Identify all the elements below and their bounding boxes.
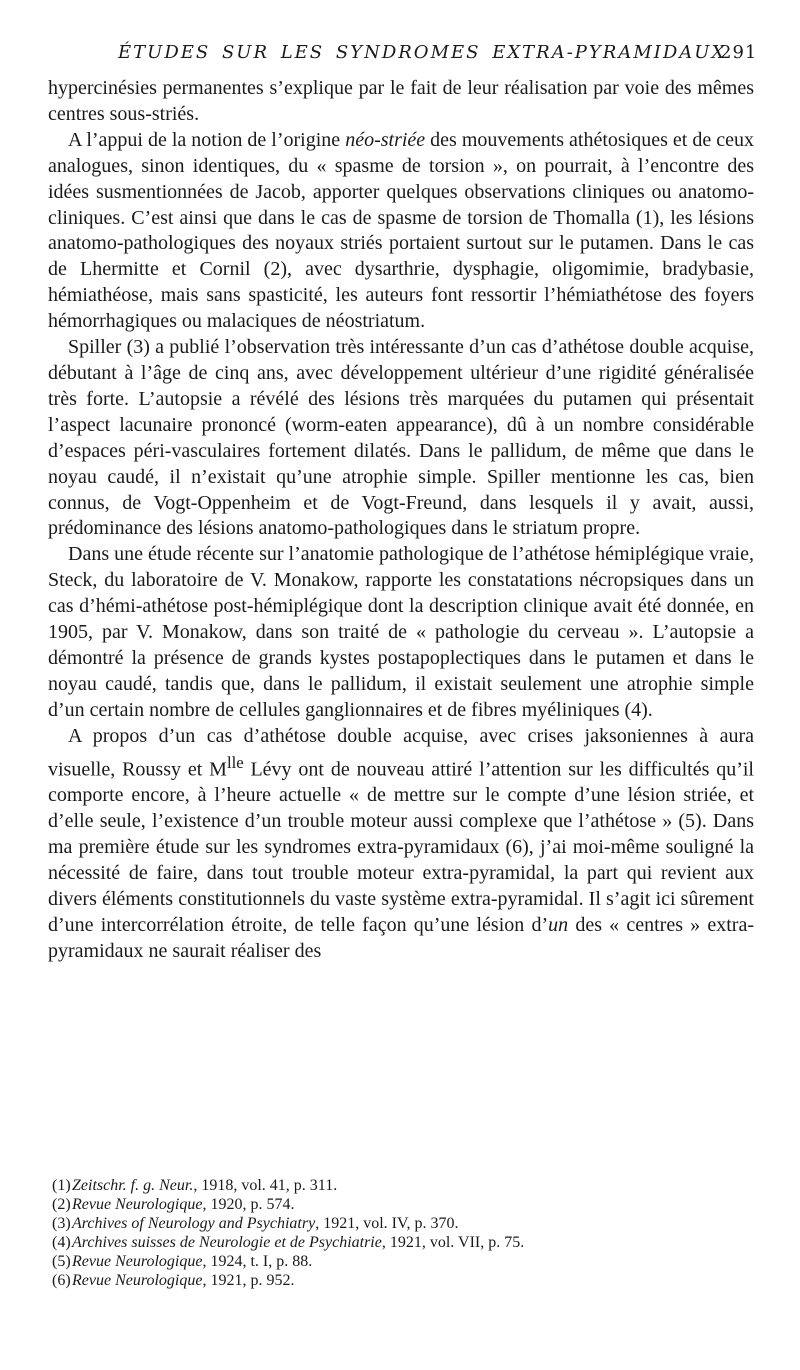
footnote-number: (4) bbox=[52, 1234, 71, 1251]
footnote bbox=[52, 1176, 752, 1195]
footnote-details: , 1924, t. I, p. 88. bbox=[202, 1253, 313, 1270]
footnote-number: (2) bbox=[52, 1196, 71, 1213]
footnote bbox=[52, 1195, 752, 1214]
footnote-details: , 1921, p. 952. bbox=[202, 1272, 295, 1289]
footnotes bbox=[52, 1176, 752, 1290]
paragraph-5-italic: un bbox=[548, 913, 569, 936]
footnote-details: , 1920, p. 574. bbox=[202, 1196, 295, 1213]
paragraph-2 bbox=[48, 128, 754, 335]
body-text bbox=[48, 76, 754, 964]
paragraph-2-start: A l’appui de la notion de l’origine bbox=[68, 128, 346, 151]
footnote-number: (3) bbox=[52, 1215, 71, 1232]
paragraph-3: Spiller (3) a publié l’observation très intéressante d’un cas d’athétose double acquise, débutant à l’âge de cinq ans, avec développement ultérieur d’une rigidité généralisée très forte. L’autopsie a révélé des lésions très marquées du putamen qui présentait l’aspect lacunaire prononcé (worm-eaten appearance), dû à un nombre considérable d’espaces péri-vasculaires fortement dilatés. Dans le pallidum, de même que dans le noyau caudé, il n’existait qu’une atrophie simple. Spiller mentionne les cas, bien connus, de Vogt-Oppenheim et de Vogt-Freund, dans lesquels il y avait, aussi, prédominance des lésions anatomo-pathologiques dans le striatum propre. bbox=[48, 336, 754, 540]
footnote-source: Archives suisses de Neurologie et de Psychiatrie bbox=[72, 1234, 382, 1251]
paragraph-5-start: A propos d’un cas d’athétose double acquise, avec crises jaksoniennes à aura visuelle, Roussy et M bbox=[48, 724, 754, 781]
footnote bbox=[52, 1252, 752, 1271]
footnote bbox=[52, 1271, 752, 1290]
paragraph-2-end: des mouvements athétosiques et de ceux analogues, sinon identiques, du « spasme de torsion », on pourrait, à l’encontre des idées susmentionnées de Jacob, apporter quelques observations cliniques ou anatomo-cliniques. C’est ainsi que dans le cas de spasme de torsion de Thomalla (1), les lésions anatomo-pathologiques des noyaux striés portaient surtout sur le putamen. Dans le cas de Lhermitte et Cornil (2), avec dysarthrie, dysphagie, oligomimie, bradybasie, hémiathéose, mais sans spasticité, les auteurs font ressortir l’hémiathétose des foyers hémorrhagiques ou malaciques de néostriatum. bbox=[48, 128, 754, 333]
page-header bbox=[0, 38, 800, 68]
footnote bbox=[52, 1233, 752, 1252]
footnote-details: , 1918, vol. 41, p. 311. bbox=[193, 1177, 338, 1194]
footnote-source: Revue Neurologique bbox=[72, 1196, 203, 1213]
paragraph-5-superscript: lle bbox=[226, 752, 244, 772]
footnote-source: Archives of Neurology and Psychiatry bbox=[72, 1215, 316, 1232]
paragraph-4: Dans une étude récente sur l’anatomie pathologique de l’athétose hémiplégique vraie, Steck, du laboratoire de V. Monakow, rapporte les constatations nécropsiques dans un cas d’hémi-athétose post-hémiplégique dont la description clinique avait été donnée, en 1905, par V. Monakow, dans son traité de « pathologie du cerveau ». L’autopsie a démontré la présence de grands kystes postapoplectiques dans le putamen et dans le noyau caudé, tandis que, dans le pallidum, il existait seulement une atrophie simple d’un certain nombre de cellules ganglionnaires et de fibres myéliniques (4). bbox=[48, 543, 754, 721]
footnote-number: (1) bbox=[52, 1177, 71, 1194]
footnote-details: , 1921, vol. IV, p. 370. bbox=[315, 1215, 459, 1232]
footnote-details: , 1921, vol. VII, p. 75. bbox=[381, 1234, 525, 1251]
paragraph-5 bbox=[48, 724, 754, 965]
paragraph-5-middle: Lévy ont de nouveau attiré l’attention sur les difficultés qu’il comporte encore, à l’heure actuelle « de mettre sur le compte d’une lésion striée, et d’elle seule, l’existence d’un trouble moteur aussi complexe que l’athétose » (5). Dans ma première étude sur les syndromes extra-pyramidaux (6), j’ai moi-même souligné la nécessité de faire, dans tout trouble moteur extra-pyramidal, la part qui revient aux divers éléments constitutionnels du vaste système extra-pyramidal. Il s’agit ici sûrement d’une intercorrélation étroite, de telle façon qu’une lésion d’ bbox=[48, 758, 754, 936]
running-title: ÉTUDES SUR LES SYNDROMES EXTRA-PYRAMIDAUX bbox=[118, 42, 727, 63]
paragraph-1: hypercinésies permanentes s’explique par le fait de leur réalisation par voie des mêmes centres sous-striés. bbox=[48, 77, 754, 125]
footnote-number: (5) bbox=[52, 1253, 71, 1270]
footnote bbox=[52, 1214, 752, 1233]
footnote-source: Revue Neurologique bbox=[72, 1272, 203, 1289]
footnote-source: Revue Neurologique bbox=[72, 1253, 203, 1270]
footnote-source: Zeitschr. f. g. Neur. bbox=[72, 1177, 194, 1194]
paragraph-5-end: des « centres » extra-pyramidaux ne saurait réaliser des bbox=[48, 913, 755, 962]
page-number: 291 bbox=[720, 42, 758, 63]
paragraph-2-italic: néo-striée bbox=[345, 128, 426, 151]
footnote-number: (6) bbox=[52, 1272, 71, 1289]
